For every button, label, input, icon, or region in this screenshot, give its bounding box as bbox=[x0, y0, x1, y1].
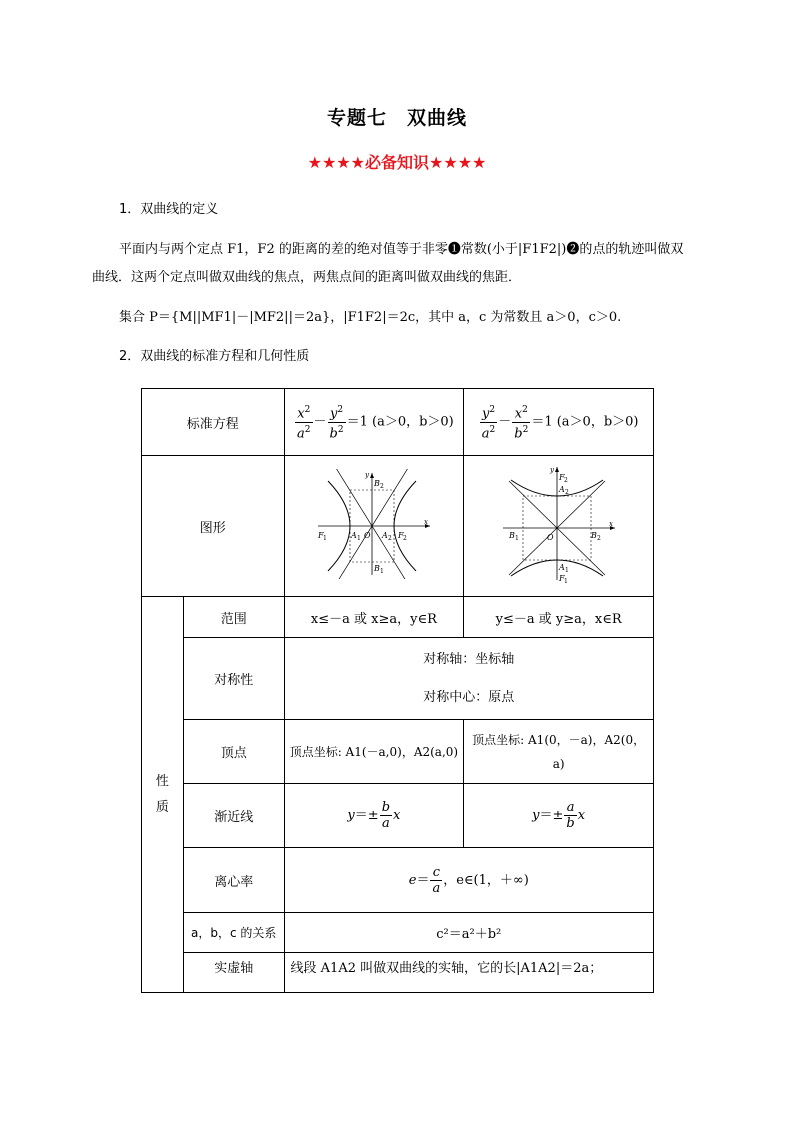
svg-text:A: A bbox=[558, 563, 565, 572]
abc-value: c²＝a²＋b² bbox=[284, 913, 653, 953]
svg-text:1: 1 bbox=[563, 578, 568, 584]
stars-right: ★★★★ bbox=[429, 153, 487, 172]
svg-text:O: O bbox=[363, 531, 371, 540]
vertex-2-line1: 顶点坐标: A1(0，－a)，A2(0， bbox=[472, 732, 646, 747]
definition-line2: 曲线．这两个定点叫做双曲线的焦点，两焦点间的距离叫做双曲线的焦距． bbox=[92, 270, 522, 285]
graph-label: 图形 bbox=[142, 456, 285, 597]
axis-label: 实虚轴 bbox=[183, 953, 284, 993]
svg-text:2: 2 bbox=[379, 483, 384, 490]
svg-text:B: B bbox=[590, 531, 597, 540]
svg-text:y: y bbox=[364, 471, 369, 479]
hyperbola-vertical-figure bbox=[499, 464, 619, 584]
svg-text:y: y bbox=[549, 466, 554, 474]
eccentricity-range: ，e∈(1，＋∞) bbox=[443, 872, 529, 888]
svg-text:F: F bbox=[317, 531, 324, 540]
svg-text:A: A bbox=[381, 531, 388, 540]
svg-text:B: B bbox=[508, 531, 515, 540]
vertex-label: 顶点 bbox=[183, 720, 284, 784]
svg-text:1: 1 bbox=[564, 567, 569, 574]
range-2: y≤－a 或 y≥a，x∈R bbox=[464, 597, 654, 638]
section-banner bbox=[0, 150, 794, 173]
property-label bbox=[142, 597, 184, 993]
svg-text:1: 1 bbox=[322, 535, 327, 542]
svg-text:F: F bbox=[558, 574, 565, 583]
eq-cond-2: (a＞0，b＞0) bbox=[556, 414, 639, 430]
vertex-1: 顶点坐标: A1(－a,0)，A2(a,0) bbox=[284, 720, 464, 784]
set-definition: 集合 P＝{M||MF1|－|MF2||＝2a}，|F1F2|＝2c，其中 a，c 为常数且 a＞0，c＞0. bbox=[119, 310, 622, 325]
abc-label: a，b，c 的关系 bbox=[183, 913, 284, 953]
svg-text:B: B bbox=[373, 564, 380, 573]
range-label: 范围 bbox=[183, 597, 284, 638]
graph-horizontal bbox=[284, 456, 464, 597]
eccentricity-value: e＝ $\frac{c}{a}$ ，e∈(1，＋∞) bbox=[284, 848, 653, 913]
properties-table bbox=[141, 388, 654, 993]
symmetry-label: 对称性 bbox=[183, 638, 284, 720]
svg-text:2: 2 bbox=[387, 535, 392, 542]
hyperbola-horizontal-figure bbox=[314, 469, 434, 579]
svg-text:2: 2 bbox=[564, 489, 569, 496]
svg-text:B: B bbox=[373, 479, 380, 488]
section2-heading: 2．双曲线的标准方程和几何性质 bbox=[119, 349, 310, 364]
banner-text: 必备知识 bbox=[364, 153, 429, 172]
asymptote-2: y＝± $\frac{a}{b}$ x bbox=[464, 784, 654, 848]
stars-left: ★★★★ bbox=[307, 153, 365, 172]
symmetry-axis: 对称轴：坐标轴 bbox=[423, 651, 515, 667]
std-eq-1: $\frac{x^2}{a^2}$ － $\frac{y^2}{b^2}$ ＝1 (a＞0，b＞0) bbox=[284, 389, 464, 456]
svg-text:2: 2 bbox=[402, 535, 407, 542]
svg-text:1: 1 bbox=[379, 568, 384, 575]
svg-text:O: O bbox=[546, 533, 554, 542]
axis-value: 线段 A1A2 叫做双曲线的实轴，它的长|A1A2|＝2a； bbox=[284, 953, 653, 993]
page-title: 专题七 双曲线 bbox=[326, 107, 467, 129]
asymptote-label: 渐近线 bbox=[183, 784, 284, 848]
svg-text:x: x bbox=[423, 518, 428, 526]
vertex-2 bbox=[464, 720, 654, 784]
eq-cond-1: (a＞0，b＞0) bbox=[372, 414, 454, 430]
svg-text:2: 2 bbox=[563, 477, 568, 484]
section1-heading: 1．双曲线的定义 bbox=[119, 202, 219, 217]
std-eq-2: $\frac{y^2}{a^2}$ － $\frac{x^2}{b^2}$ ＝1 (a＞0，b＞0) bbox=[464, 389, 654, 456]
svg-text:A: A bbox=[558, 485, 565, 494]
definition-line1: 平面内与两个定点 F1，F2 的距离的差的绝对值等于非零❶常数(小于|F1F2|)❷的点的轨迹叫做双 bbox=[119, 242, 684, 257]
property-label-text: 性质 bbox=[155, 773, 169, 815]
range-1: x≤－a 或 x≥a，y∈R bbox=[284, 597, 464, 638]
svg-text:A: A bbox=[350, 531, 357, 540]
symmetry-center: 对称中心：原点 bbox=[423, 689, 515, 705]
graph-vertical bbox=[464, 456, 654, 597]
vertex-2-line2: a) bbox=[552, 756, 565, 771]
svg-text:F: F bbox=[558, 473, 565, 482]
std-eq-label: 标准方程 bbox=[142, 389, 285, 456]
svg-text:2: 2 bbox=[596, 535, 601, 542]
asymptote-1: y＝± $\frac{b}{a}$ x bbox=[284, 784, 464, 848]
svg-text:F: F bbox=[397, 531, 404, 540]
svg-text:1: 1 bbox=[356, 535, 361, 542]
svg-text:1: 1 bbox=[514, 535, 519, 542]
svg-text:x: x bbox=[608, 520, 613, 528]
eccentricity-label: 离心率 bbox=[183, 848, 284, 913]
symmetry-cell bbox=[284, 638, 653, 720]
